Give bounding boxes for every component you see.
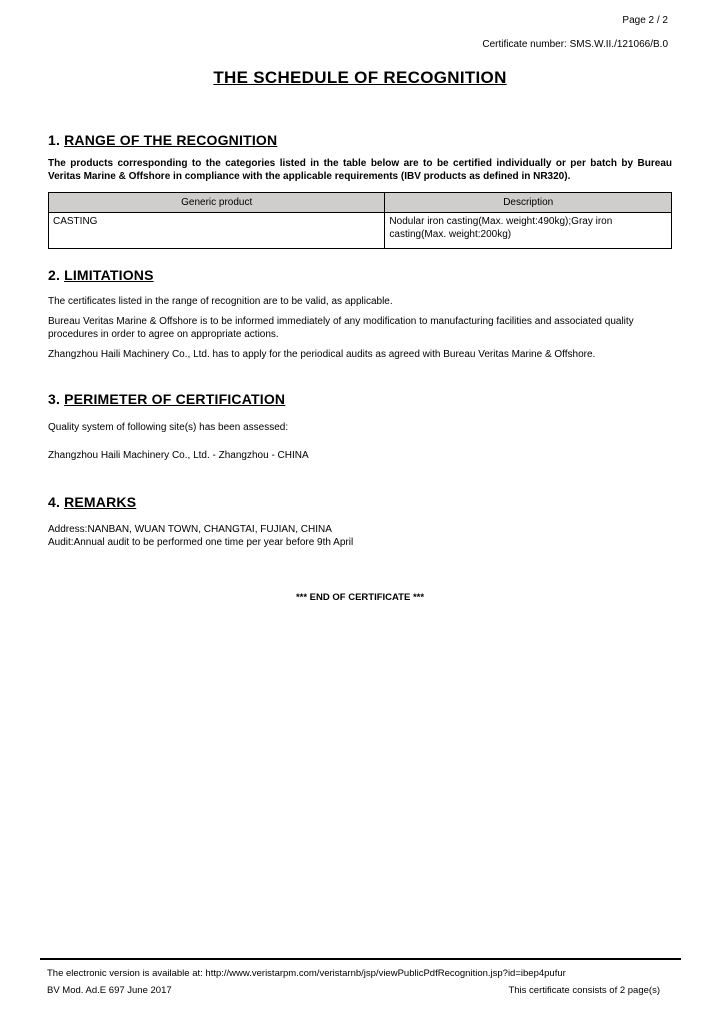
footer-bottom-row — [47, 985, 660, 996]
section-number: 1. — [48, 132, 61, 148]
document-title: THE SCHEDULE OF RECOGNITION — [213, 68, 507, 87]
section-heading-limitations — [48, 267, 672, 283]
electronic-version-note: The electronic version is available at: http://www.veristarpm.com/veristarnb/jsp/viewPublicPdfRecognition.jsp?id=ibep4pufur — [47, 968, 566, 979]
cell-description: Nodular iron casting(Max. weight:490kg);Gray iron casting(Max. weight:200kg) — [385, 213, 672, 249]
page-count-note: This certificate consists of 2 page(s) — [508, 985, 660, 996]
section-number: 2. — [48, 267, 61, 283]
certificate-number: Certificate number: SMS.W.II./121066/B.0 — [482, 39, 668, 50]
section-heading-remarks — [48, 494, 672, 510]
remark-audit: Audit:Annual audit to be performed one time per year before 9th April — [48, 537, 354, 548]
section-heading-text: RANGE OF THE RECOGNITION — [64, 132, 278, 148]
column-header-generic-product: Generic product — [49, 193, 385, 213]
document-body — [48, 132, 672, 604]
page-indicator: Page 2 / 2 — [622, 15, 668, 26]
page-footer — [40, 958, 681, 996]
limitations-paragraph: The certificates listed in the range of recognition are to be valid, as applicable. — [48, 296, 393, 307]
perimeter-paragraph: Quality system of following site(s) has been assessed: — [48, 422, 289, 433]
section-heading-text: LIMITATIONS — [64, 267, 154, 283]
form-reference: BV Mod. Ad.E 697 June 2017 — [47, 985, 172, 996]
section-heading-text: REMARKS — [64, 494, 137, 510]
section-heading-range — [48, 132, 672, 148]
products-table — [48, 192, 672, 249]
column-header-description: Description — [385, 193, 672, 213]
table-header-row — [49, 193, 672, 213]
range-intro-paragraph: The products corresponding to the categories listed in the table below are to be certified individually or per batch by Bureau Veritas Marine & Offshore in compliance with the applicable requirements (IBV products as defined in NR320). — [48, 158, 672, 182]
page-header — [0, 0, 720, 51]
section-heading-perimeter — [48, 391, 672, 407]
remark-address: Address:NANBAN, WUAN TOWN, CHANGTAI, FUJIAN, CHINA — [48, 524, 332, 535]
table-row — [49, 213, 672, 249]
assessed-site: Zhangzhou Haili Machinery Co., Ltd. - Zhangzhou - CHINA — [48, 450, 309, 461]
section-heading-text: PERIMETER OF CERTIFICATION — [64, 391, 286, 407]
end-of-certificate-marker: *** END OF CERTIFICATE *** — [295, 592, 425, 603]
section-number: 3. — [48, 391, 61, 407]
limitations-paragraph: Zhangzhou Haili Machinery Co., Ltd. has to apply for the periodical audits as agreed with Bureau Veritas Marine & Offshore. — [48, 349, 596, 360]
footer-divider — [40, 958, 681, 960]
limitations-paragraph: Bureau Veritas Marine & Offshore is to be informed immediately of any modification to manufacturing facilities and associated quality procedures in order to agree on appropriate actions. — [48, 316, 634, 340]
cell-generic-product: CASTING — [49, 213, 385, 249]
section-number: 4. — [48, 494, 61, 510]
